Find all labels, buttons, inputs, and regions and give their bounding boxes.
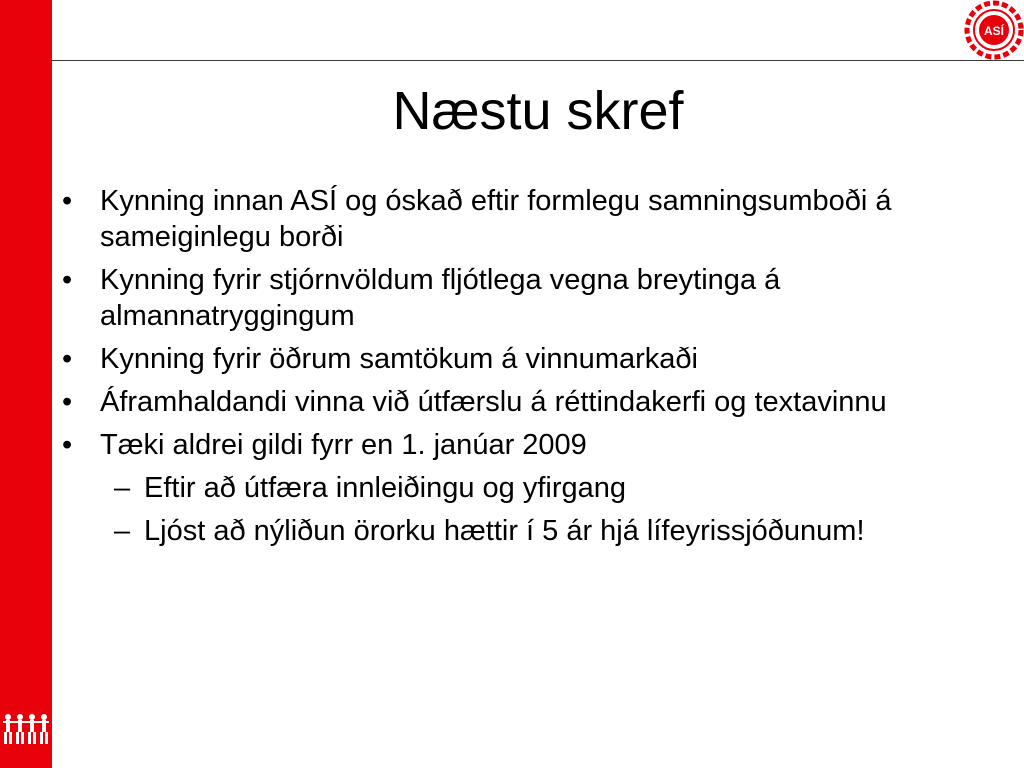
slide-title: Næstu skref bbox=[392, 81, 684, 141]
bullet-item bbox=[62, 262, 962, 334]
sub-bullet-text: Ljóst að nýliðun örorku hættir í 5 ár hjá lífeyrissjóðunum! bbox=[144, 515, 865, 547]
sub-bullet-item bbox=[62, 513, 962, 549]
bullet-marker: • bbox=[62, 429, 73, 461]
bullet-marker: • bbox=[62, 185, 73, 217]
bullet-list bbox=[62, 183, 962, 556]
bullet-marker: • bbox=[62, 343, 73, 375]
bullet-text: Kynning fyrir öðrum samtökum á vinnumarkaði bbox=[100, 343, 698, 375]
bullet-text: Tæki aldrei gildi fyrr en 1. janúar 2009 bbox=[100, 429, 587, 461]
people-marching-icon bbox=[2, 712, 50, 746]
bullet-marker: • bbox=[62, 386, 73, 418]
top-divider bbox=[52, 60, 1024, 61]
bullet-item bbox=[62, 341, 962, 377]
sub-bullet-marker: – bbox=[114, 472, 131, 504]
sub-bullet-item bbox=[62, 470, 962, 506]
logo-text: ASÍ bbox=[983, 24, 1005, 38]
bullet-marker: • bbox=[62, 264, 73, 296]
sub-bullet-marker: – bbox=[114, 515, 131, 547]
bullet-item bbox=[62, 427, 962, 463]
bullet-text: Kynning fyrir stjórnvöldum fljótlega vegna breytinga á almannatryggingum bbox=[100, 264, 781, 332]
left-accent-bar bbox=[0, 0, 52, 768]
bullet-text: Kynning innan ASÍ og óskað eftir formlegu samningsumboði á sameiginlegu borði bbox=[100, 185, 892, 253]
bullet-item bbox=[62, 384, 962, 420]
asi-chain-logo-icon bbox=[964, 0, 1024, 60]
bullet-item bbox=[62, 183, 962, 255]
bullet-text: Áframhaldandi vinna við útfærslu á réttindakerfi og textavinnu bbox=[100, 386, 887, 418]
sub-bullet-text: Eftir að útfæra innleiðingu og yfirgang bbox=[144, 472, 627, 504]
